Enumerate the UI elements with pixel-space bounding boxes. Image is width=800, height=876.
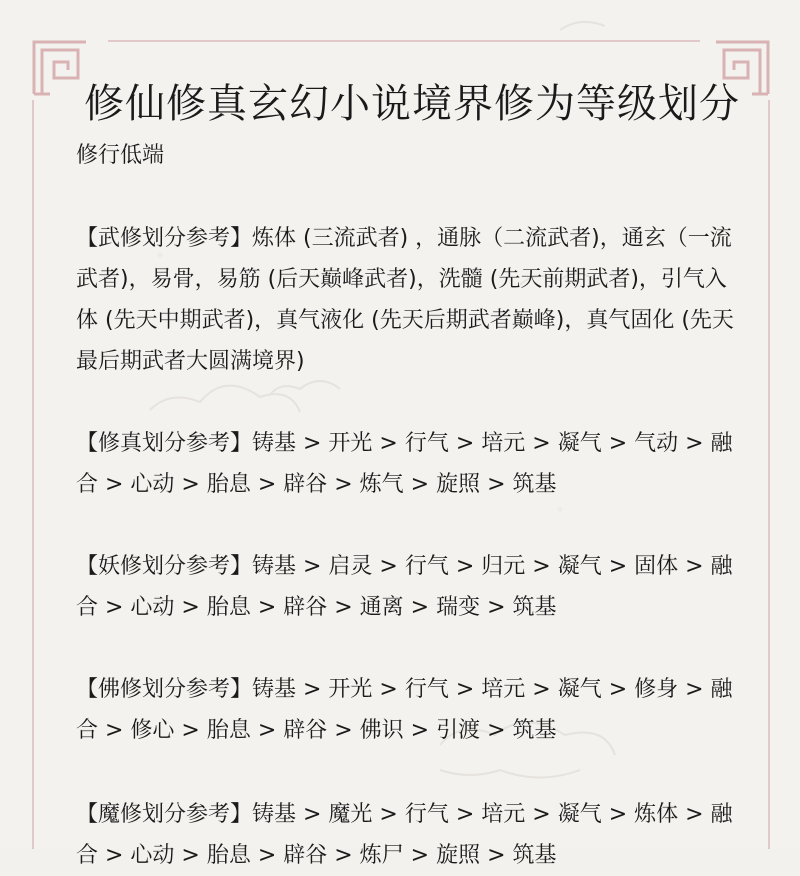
page-subtitle: 修行低端 xyxy=(76,143,165,168)
section-buddhist-cultivation xyxy=(76,669,746,751)
section-text: 铸基 > 魔光 > 行气 > 培元 > 凝气 > 炼体 > 融合 > 心动 > 胎息 > 辟谷 > 炼尸 > 旋照 > 筑基 xyxy=(76,802,733,868)
section-immortal-cultivation xyxy=(76,423,746,505)
page-title: 修仙修真玄幻小说境界修为等级划分 xyxy=(84,81,740,127)
section-label: 【武修划分参考】 xyxy=(76,226,253,251)
section-label: 【魔修划分参考】 xyxy=(76,802,253,827)
section-text: 铸基 > 启灵 > 行气 > 归元 > 凝气 > 固体 > 融合 > 心动 > 胎息 > 辟谷 > 通离 > 瑞变 > 筑基 xyxy=(76,554,733,620)
frame-border-top xyxy=(108,40,700,42)
fret-corner-ornament-icon xyxy=(30,38,90,98)
section-label: 【妖修划分参考】 xyxy=(76,554,253,579)
frame-border-right xyxy=(768,100,770,849)
section-text: 铸基 > 开光 > 行气 > 培元 > 凝气 > 气动 > 融合 > 心动 > 胎息 > 辟谷 > 炼气 > 旋照 > 筑基 xyxy=(76,431,733,497)
section-text: 炼体 (三流武者) ，通脉（二流武者)，通玄（一流武者)，易骨，易筋 (后天巅峰武者)，洗髓 (先天前期武者)，引气入体 (先天中期武者)，真气液化 (先天后期武者巅峰)，真气固化 (先天最后期武者大圆满境界) xyxy=(76,226,734,374)
section-devil-cultivation xyxy=(76,794,746,876)
section-demon-beast-cultivation xyxy=(76,546,746,628)
section-text: 铸基 > 开光 > 行气 > 培元 > 凝气 > 修身 > 融合 > 修心 > 胎息 > 辟谷 > 佛识 > 引渡 > 筑基 xyxy=(76,677,733,743)
frame-border-left xyxy=(32,100,34,849)
section-label: 【修真划分参考】 xyxy=(76,431,253,456)
section-label: 【佛修划分参考】 xyxy=(76,677,253,702)
section-martial-cultivation xyxy=(76,218,746,382)
